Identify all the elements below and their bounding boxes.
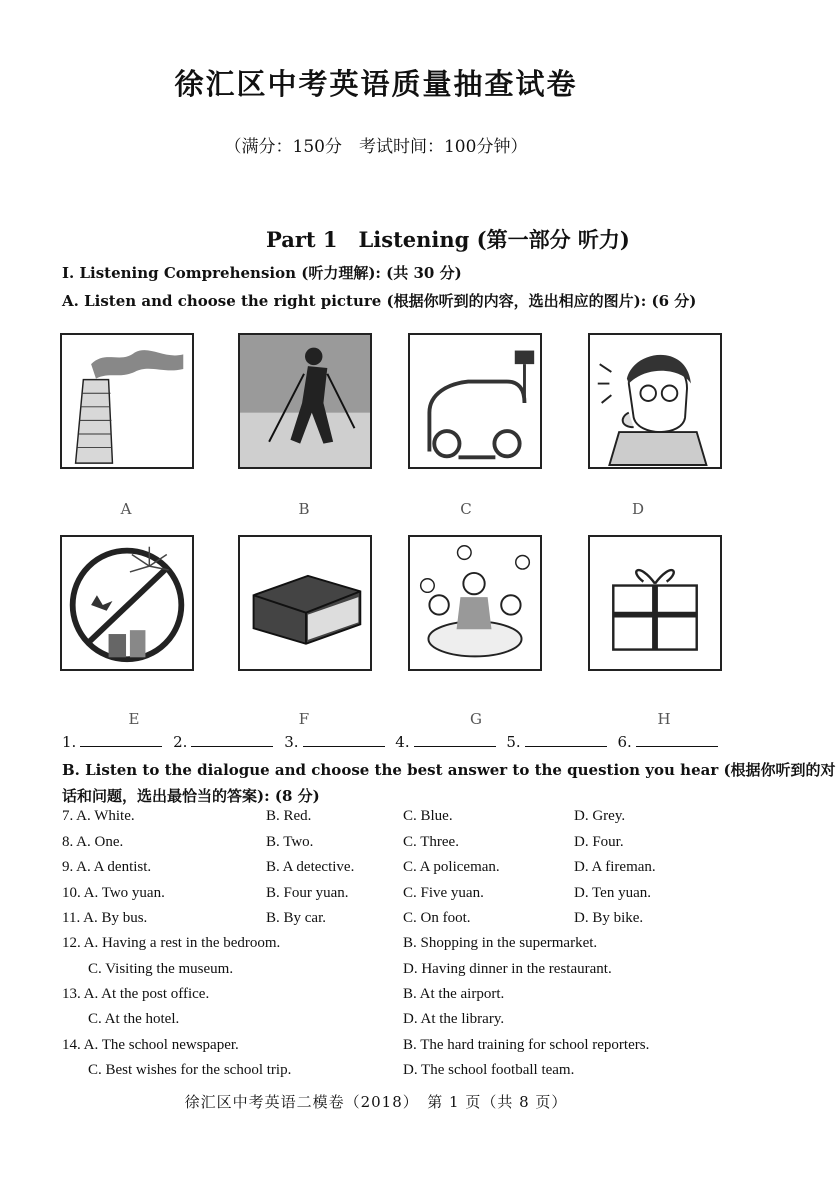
skier-icon: [238, 333, 372, 469]
answer-blank[interactable]: [303, 734, 385, 747]
answer-blank[interactable]: [525, 734, 607, 747]
answer-blanks: [62, 733, 724, 751]
score-time-info: （满分：150分 考试时间：100分钟）: [224, 137, 528, 157]
question-option: D. A fireman.: [574, 859, 656, 875]
question-option: D. By bike.: [574, 910, 644, 926]
question-option: 9. A. A dentist.: [62, 859, 152, 875]
question-option: D. At the library.: [403, 1011, 505, 1027]
question-option: 13. A. At the post office.: [62, 986, 210, 1002]
question-option: D. Ten yuan.: [574, 885, 651, 901]
picture-label: B: [298, 500, 310, 518]
question-option: B. A detective.: [266, 859, 355, 875]
question-option: 10. A. Two yuan.: [62, 885, 165, 901]
question-option: D. Having dinner in the restaurant.: [403, 961, 612, 977]
answer-blank[interactable]: [80, 734, 162, 747]
picture-label: E: [128, 710, 140, 728]
question-option: B. By car.: [266, 910, 326, 926]
blank-number: 2.: [173, 733, 188, 751]
question-option: 8. A. One.: [62, 834, 124, 850]
question-option: C. On foot.: [403, 910, 471, 926]
question-option: 7. A. White.: [62, 808, 135, 824]
question-option: C. Three.: [403, 834, 459, 850]
question-option: C. Visiting the museum.: [88, 961, 234, 977]
answer-blank[interactable]: [636, 734, 718, 747]
gift-box-icon: [588, 535, 722, 671]
question-option: D. The school football team.: [403, 1062, 575, 1078]
section-i-heading: I. Listening Comprehension (听力理解): (共 30 分): [62, 264, 462, 282]
question-option: D. Grey.: [574, 808, 626, 824]
question-option: B. Four yuan.: [266, 885, 349, 901]
blank-number: 6.: [617, 733, 632, 751]
picture-label: D: [631, 500, 645, 518]
question-option: C. Blue.: [403, 808, 453, 824]
book-icon: [238, 535, 372, 671]
answer-blank[interactable]: [414, 734, 496, 747]
question-option: 11. A. By bus.: [62, 910, 148, 926]
picture-label: F: [298, 710, 310, 728]
picture-label: H: [657, 710, 671, 728]
question-option: 14. A. The school newspaper.: [62, 1037, 239, 1053]
question-option: C. A policeman.: [403, 859, 500, 875]
picture-label: G: [470, 710, 482, 728]
question-option: B. Red.: [266, 808, 312, 824]
question-option: B. Two.: [266, 834, 314, 850]
question-option: C. Five yuan.: [403, 885, 484, 901]
blank-number: 4.: [395, 733, 410, 751]
question-option: 12. A. Having a rest in the bedroom.: [62, 935, 281, 951]
picture-label: C: [460, 500, 472, 518]
picture-label: A: [120, 500, 132, 518]
section-a-heading: A. Listen and choose the right picture (根据你听到的内容，选出相应的图片): (6 分): [62, 292, 697, 310]
question-option: C. Best wishes for the school trip.: [88, 1062, 292, 1078]
blank-number: 3.: [284, 733, 299, 751]
question-option: D. Four.: [574, 834, 624, 850]
electric-car-icon: [408, 333, 542, 469]
factory-chimney-icon: [60, 333, 194, 469]
question-option: B. At the airport.: [403, 986, 505, 1002]
page-footer: 徐汇区中考英语二模卷（2018） 第 1 页（共 8 页）: [184, 1093, 568, 1111]
part-heading: Part 1 Listening (第一部分 听力): [266, 227, 630, 252]
page-title: 徐汇区中考英语质量抽查试卷: [174, 67, 578, 101]
answer-blank[interactable]: [191, 734, 273, 747]
section-b-heading-cont: 话和问题，选出最恰当的答案): (8 分): [62, 787, 320, 805]
no-fireworks-icon: [60, 535, 194, 671]
blank-number: 1.: [62, 733, 77, 751]
section-b-heading: B. Listen to the dialogue and choose the best answer to the question you hear (根据你听到的对: [62, 761, 836, 779]
question-option: B. Shopping in the supermarket.: [403, 935, 598, 951]
question-option: B. The hard training for school reporters.: [403, 1037, 650, 1053]
toothache-man-icon: [588, 333, 722, 469]
question-option: C. At the hotel.: [88, 1011, 180, 1027]
blank-number: 5.: [506, 733, 521, 751]
meeting-discussion-icon: [408, 535, 542, 671]
